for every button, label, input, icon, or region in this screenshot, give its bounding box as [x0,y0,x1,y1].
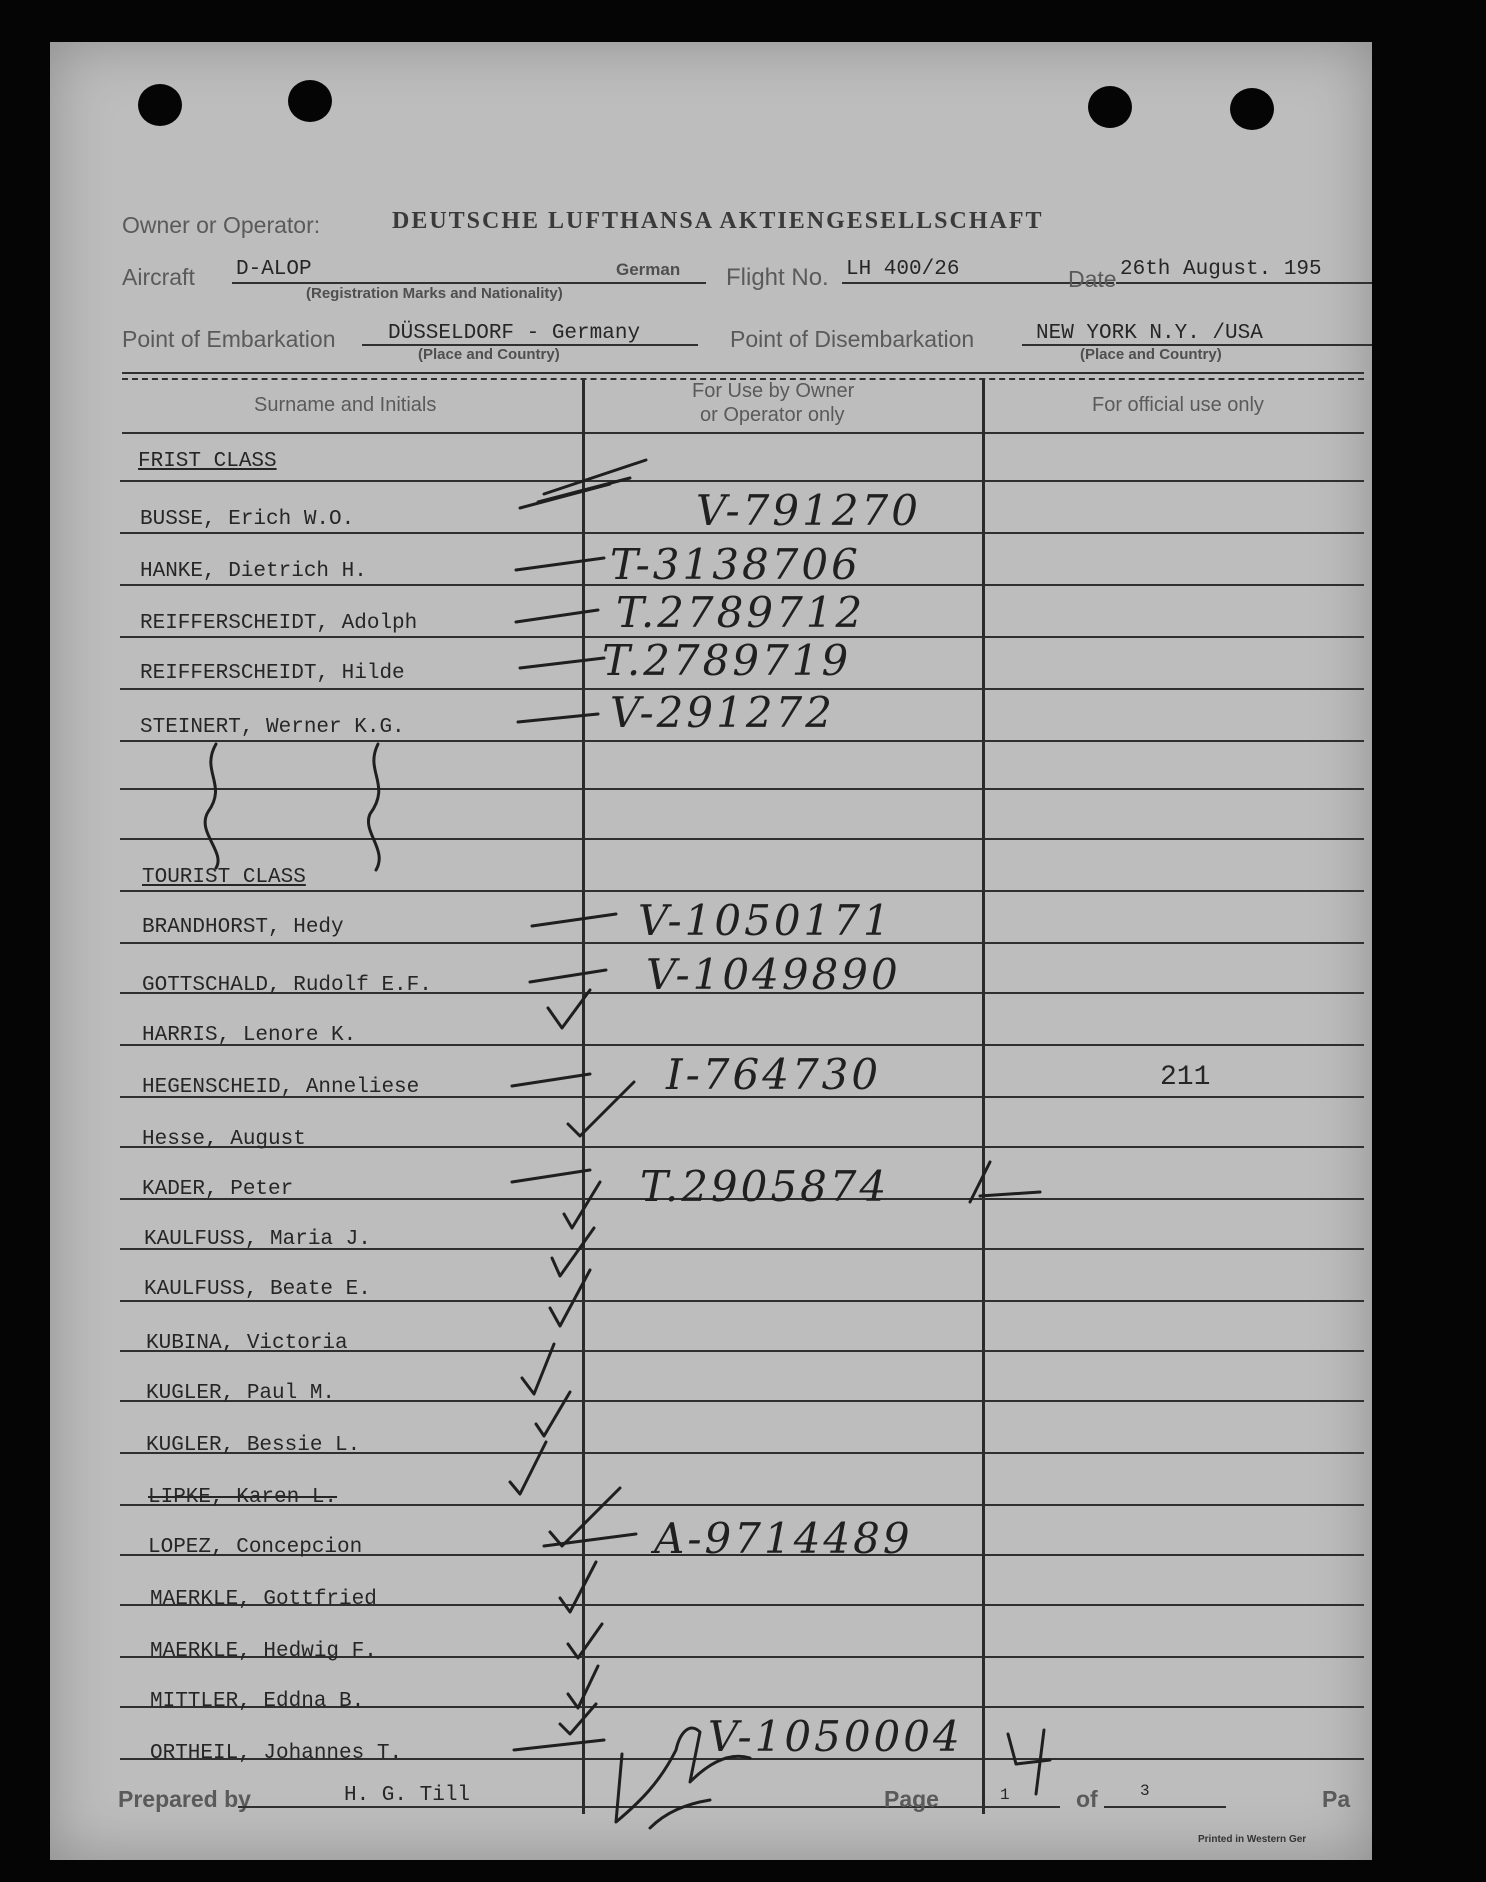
dash-mark [532,914,616,926]
passenger-name: KUGLER, Paul M. [146,1382,336,1405]
passenger-name: REIFFERSCHEIDT, Hilde [140,662,405,685]
tick-mark [552,1228,594,1276]
section-first-class: FRIST CLASS [138,450,277,473]
column-header-official: For official use only [1092,394,1264,416]
aircraft-caption: (Registration Marks and Nationality) [306,285,563,302]
tick-mark [568,1082,634,1136]
passenger-name: REIFFERSCHEIDT, Adolph [140,612,418,635]
disembarkation-label: Point of Disembarkation [730,326,975,352]
passenger-name: HARRIS, Lenore K. [142,1024,357,1047]
doc-number: V-1050004 [708,1712,963,1761]
tick-mark [560,1562,596,1612]
tick-mark [522,1344,554,1394]
dash-mark [516,558,604,570]
passenger-name: HANKE, Dietrich H. [140,560,367,583]
doc-number: T-3138706 [610,540,861,589]
doc-number: V-1049890 [646,950,901,999]
embarkation-value: DÜSSELDORF - Germany [388,322,641,345]
doc-number: V-1050171 [638,896,893,945]
tick-mark [564,1182,600,1228]
official-number: 211 [1160,1062,1211,1093]
tick-mark [536,1392,570,1436]
passenger-name: MAERKLE, Hedwig F. [150,1640,377,1663]
passenger-name: HEGENSCHEID, Anneliese [142,1076,420,1099]
tick-mark [550,1270,590,1326]
of-value: 3 [1140,1782,1150,1800]
passenger-name: KAULFUSS, Maria J. [144,1228,371,1251]
dash-mark [514,1740,604,1750]
date-label: Date [1068,266,1117,292]
tick-mark [510,1442,546,1494]
dash-mark [1008,1730,1050,1794]
manifest-sheet [50,42,1372,1860]
signature-mark [650,1800,710,1828]
pa-label: Pa [1322,1786,1351,1812]
dash-mark [518,714,598,722]
passenger-name: LOPEZ, Concepcion [148,1536,363,1559]
tick-mark [548,990,590,1028]
nationality-value: German [616,260,681,279]
page-value: 1 [1000,1786,1010,1804]
doc-number: T.2905874 [640,1162,890,1211]
passenger-name: KUGLER, Bessie L. [146,1434,361,1457]
dash-mark [520,658,604,668]
flight-label: Flight No. [726,264,829,291]
passenger-name: MAERKLE, Gottfried [150,1588,377,1611]
brace-mark [368,744,379,870]
dash-mark [530,970,606,982]
doc-number: T.2789719 [602,636,852,685]
brace-mark [205,744,218,868]
passenger-name: LIPKE, Karen L. [148,1486,338,1509]
passenger-name: KAULFUSS, Beate E. [144,1278,371,1301]
prepared-label: Prepared by [118,1786,251,1812]
passenger-name: BUSSE, Erich W.O. [140,508,355,531]
dash-mark [970,1162,1040,1202]
dash-mark [516,610,598,622]
doc-number: A-9714489 [654,1514,913,1563]
doc-number: I-764730 [666,1050,882,1099]
handwriting-marks [50,42,1372,1860]
prepared-value: H. G. Till [344,1784,471,1807]
column-header-owner-line1: For Use by Owner [692,380,855,402]
printer-note: Printed in Western Ger [1198,1834,1307,1845]
dash-mark [520,460,646,508]
flight-value: LH 400/26 [846,258,960,281]
dash-mark [512,1074,590,1086]
section-tourist-class: TOURIST CLASS [142,866,306,889]
doc-number: V-291272 [610,688,835,737]
owner-label: Owner or Operator: [122,212,321,238]
disembarkation-value: NEW YORK N.Y. /USA [1036,322,1263,345]
passenger-name: BRANDHORST, Hedy [142,916,344,939]
passenger-name: Hesse, August [142,1128,306,1151]
owner-value: DEUTSCHE LUFTHANSA AKTIENGESELLSCHAFT [392,208,1044,234]
page-label: Page [884,1786,939,1812]
aircraft-value: D-ALOP [236,258,312,281]
aircraft-label: Aircraft [122,264,195,290]
passenger-name: ORTHEIL, Johannes T. [150,1742,403,1765]
tick-mark [568,1666,598,1708]
tick-mark [568,1624,602,1658]
of-label: of [1076,1786,1098,1812]
passenger-name: STEINERT, Werner K.G. [140,716,405,739]
passenger-name: KADER, Peter [142,1178,294,1201]
embarkation-caption: (Place and Country) [418,346,560,363]
dash-mark [512,1170,590,1182]
disembarkation-caption: (Place and Country) [1080,346,1222,363]
passenger-name: GOTTSCHALD, Rudolf E.F. [142,974,432,997]
column-header-owner-line2: or Operator only [700,404,845,426]
passenger-name: MITTLER, Eddna B. [150,1690,365,1713]
embarkation-label: Point of Embarkation [122,326,336,352]
doc-number: T.2789712 [616,588,866,637]
column-header-surname: Surname and Initials [254,394,437,416]
date-value: 26th August. 195 [1120,258,1322,281]
passenger-name: KUBINA, Victoria [146,1332,348,1355]
doc-number: V-791270 [696,486,921,535]
